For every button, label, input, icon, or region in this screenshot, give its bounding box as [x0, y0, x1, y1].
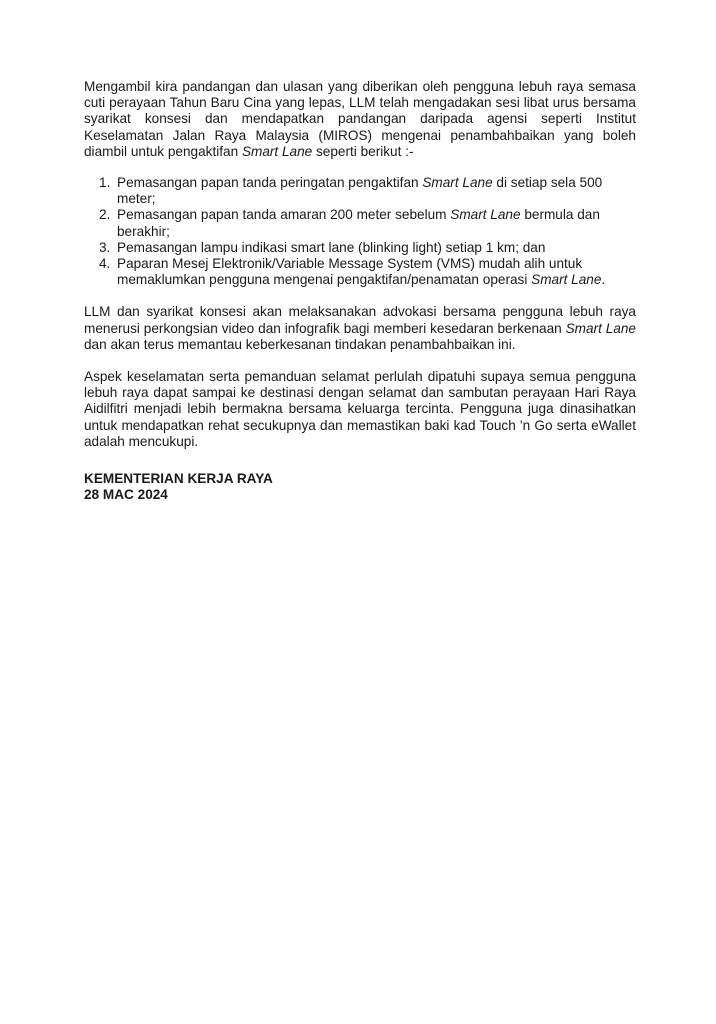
list-item-text: Pemasangan papan tanda amaran 200 meter sebelum	[117, 207, 451, 223]
signoff-block	[84, 471, 636, 503]
list-item-number: 2.	[99, 207, 111, 223]
advocacy-text: LLM dan syarikat konsesi akan melaksanakan advokasi bersama pengguna lebuh raya menerusi perkongsian video dan infografik bagi memberi kesedaran berkenaan	[84, 304, 636, 336]
list-item-smart-lane: Smart Lane	[450, 207, 521, 223]
list-item-number: 3.	[99, 239, 111, 255]
list-item-text: Pemasangan papan tanda peringatan pengaktifan	[117, 175, 423, 191]
list-item-smart-lane: Smart Lane	[531, 272, 602, 288]
list-item	[84, 256, 636, 288]
intro-text: Mengambil kira pandangan dan ulasan yang diberikan oleh pengguna lebuh raya semasa cuti perayaan Tahun Baru Cina yang lepas, LLM telah mengadakan sesi libat urus bersama syarikat konsesi dan mendapatkan pandangan daripada agensi seperti Institut Keselamatan Jalan Raya Malaysia (MIROS) mengenai penambahbaikan yang boleh diambil untuk pengaktifan	[84, 79, 636, 159]
intro-smart-lane: Smart Lane	[241, 143, 313, 159]
list-item-smart-lane: Smart Lane	[422, 175, 493, 191]
list-item-text-end: .	[601, 272, 606, 288]
list-item-text: Paparan Mesej Elektronik/Variable Message System (VMS) mudah alih untuk memaklumkan pengguna mengenai pengaktifan/penamatan operasi	[117, 256, 583, 288]
safety-paragraph: Aspek keselamatan serta pemanduan selamat perlulah dipatuhi supaya semua pengguna lebuh raya dapat sampai ke destinasi dengan selamat dan sambutan perayaan Hari Raya Aidilfitri menjadi lebih bermakna bersama keluarga tercinta. Pengguna juga dinasihatkan untuk mendapatkan rehat secukupnya dan memastikan baki kad Touch 'n Go serta eWallet adalah mencukupi.	[84, 369, 636, 449]
ministry-name: KEMENTERIAN KERJA RAYA	[84, 471, 273, 487]
list-item-number: 1.	[99, 175, 111, 191]
advocacy-text-end: dan akan terus memantau keberkesanan tindakan penambahbaikan ini.	[84, 336, 516, 352]
advocacy-smart-lane: Smart Lane	[565, 320, 636, 336]
intro-text-end: seperti berikut :-	[312, 143, 414, 159]
advocacy-paragraph	[84, 304, 636, 353]
list-item	[84, 240, 636, 256]
document-page	[84, 79, 636, 503]
list-item	[84, 207, 636, 239]
list-item-text-end: bermula dan berakhir;	[117, 207, 600, 239]
list-item	[84, 175, 636, 207]
intro-paragraph	[84, 79, 636, 160]
release-date: 28 MAC 2024	[84, 487, 168, 503]
list-item-number: 4.	[99, 256, 111, 272]
list-item-text-end: di setiap sela 500 meter;	[117, 175, 603, 207]
list-item-text: Pemasangan lampu indikasi smart lane (blinking light) setiap 1 km; dan	[117, 239, 546, 255]
improvement-list	[84, 175, 636, 288]
